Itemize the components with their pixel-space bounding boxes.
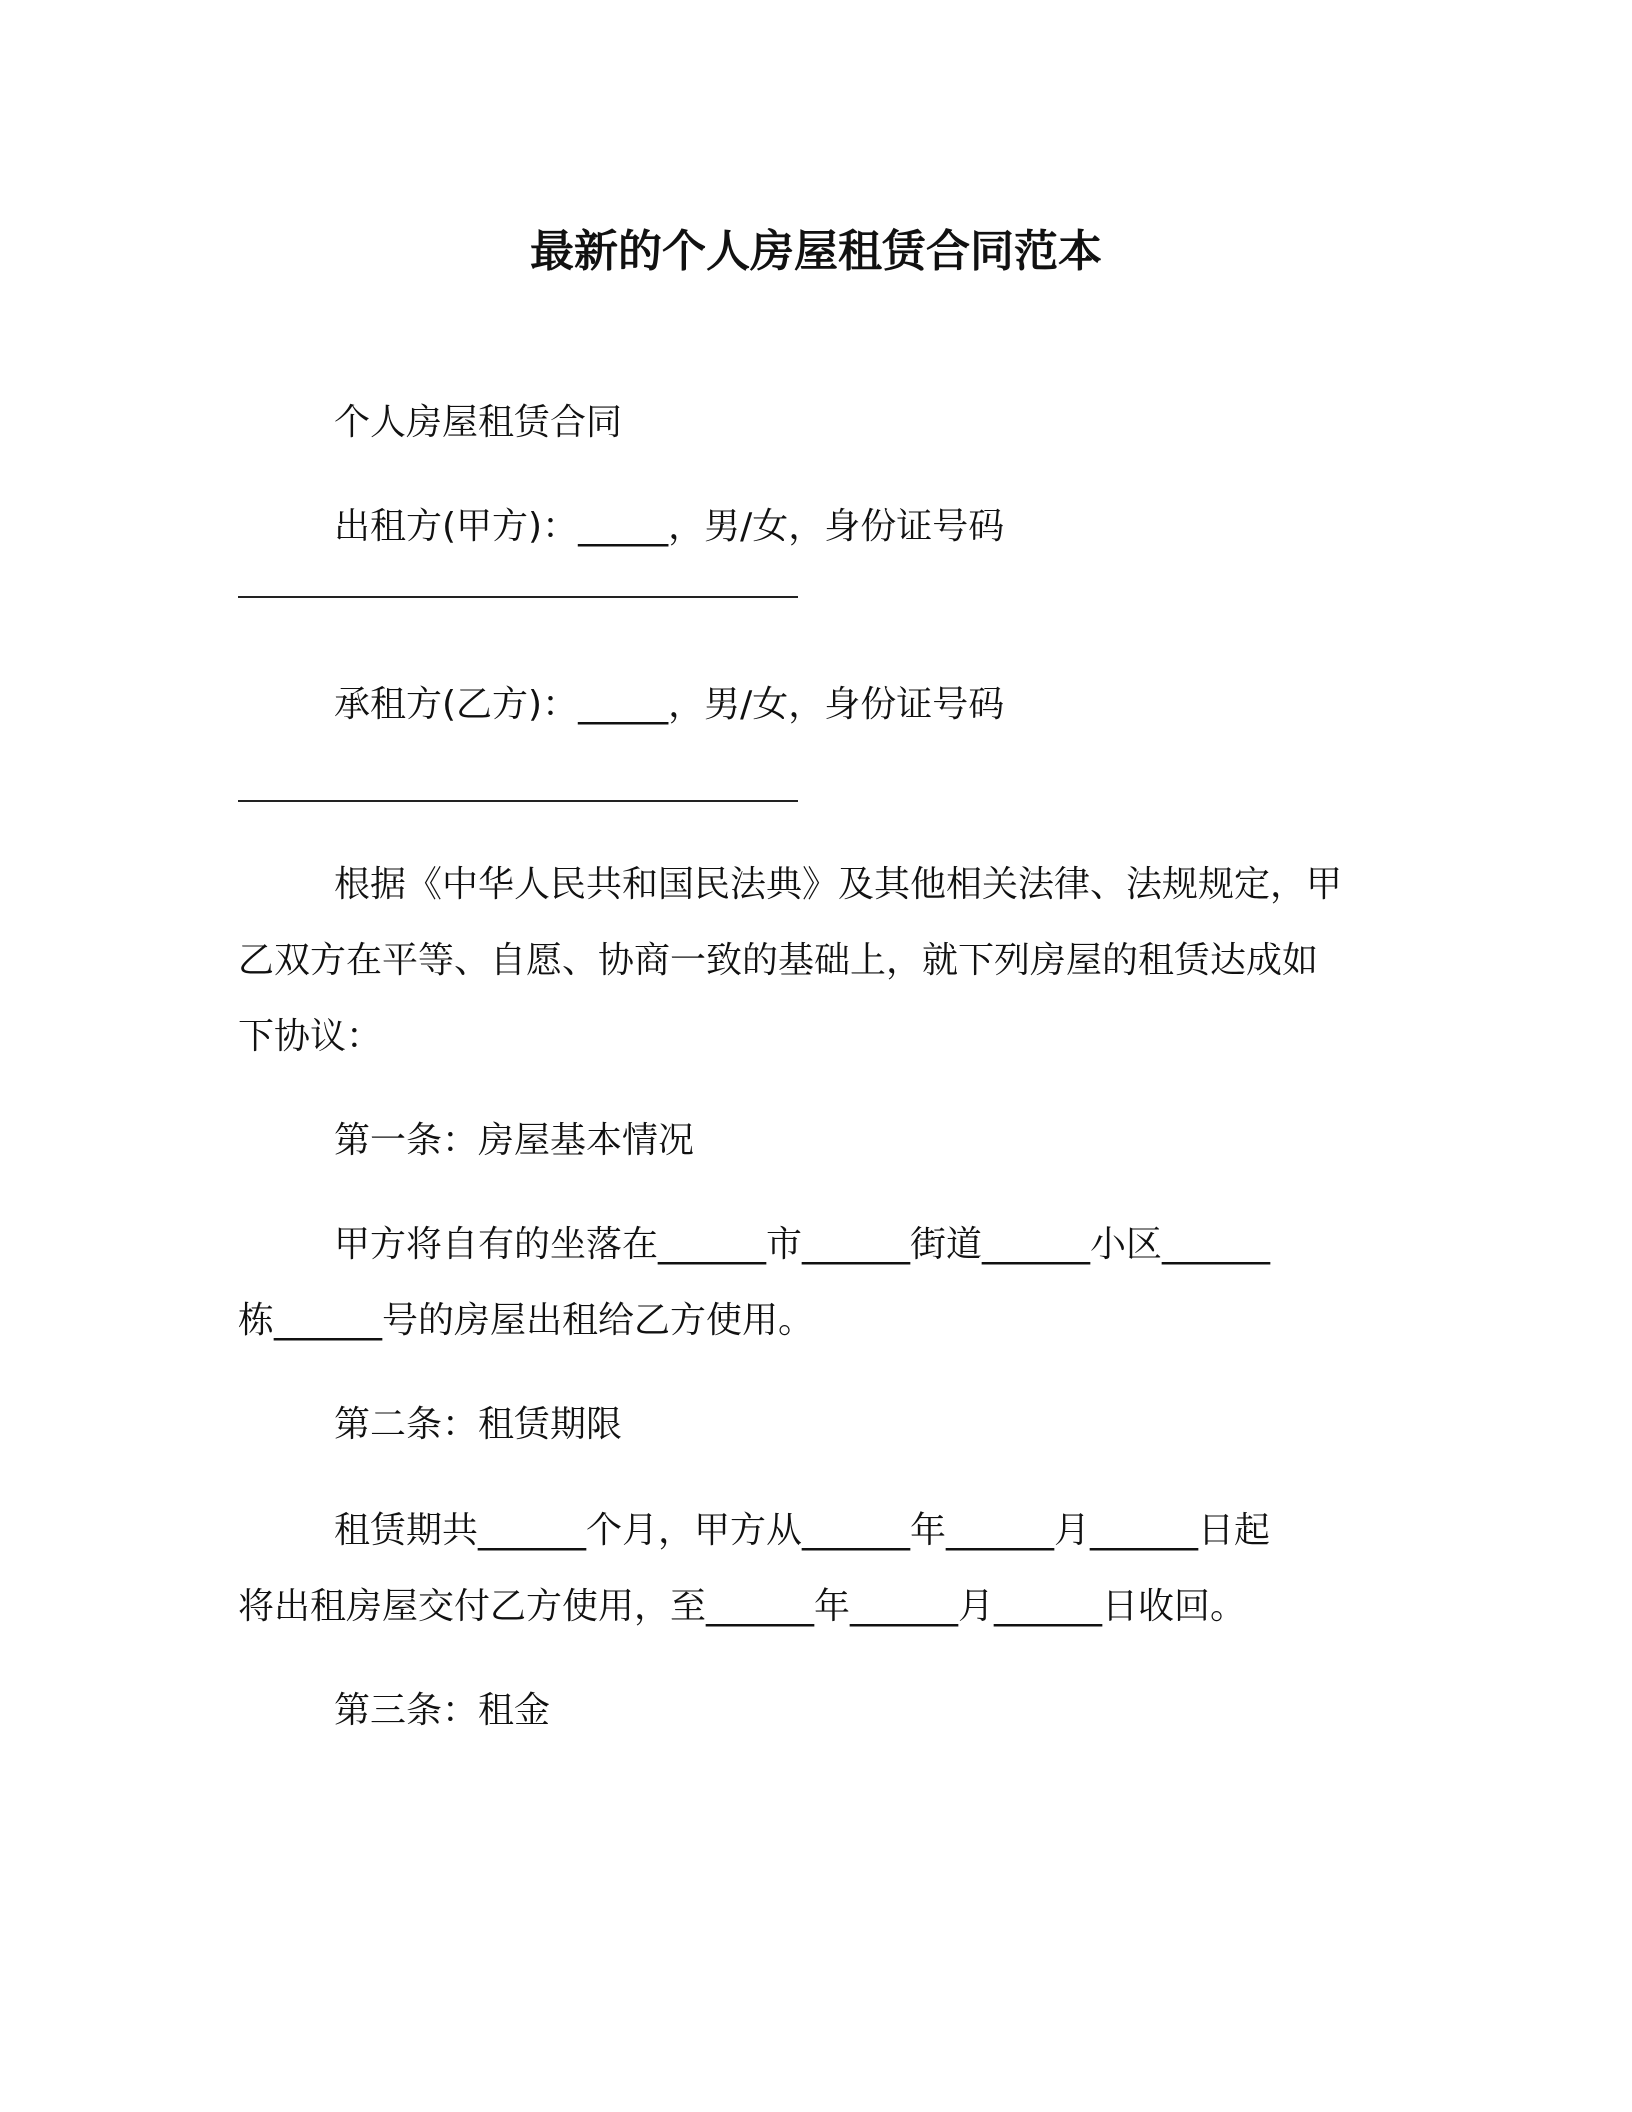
party-a-line: 出租方(甲方)：_____，男/女，身份证号码 [334, 506, 1005, 547]
article-1-line-1: 甲方将自有的坐落在______市______街道______小区______ [334, 1224, 1271, 1265]
article-3-heading: 第三条：租金 [334, 1690, 551, 1731]
intro-line-1: 根据《中华人民共和国民法典》及其他相关法律、法规规定，甲 [334, 864, 1343, 905]
party-b-line: 承租方(乙方)：_____，男/女，身份证号码 [334, 684, 1005, 725]
intro-line-2: 乙双方在平等、自愿、协商一致的基础上，就下列房屋的租赁达成如 [238, 940, 1319, 981]
party-b-id-underline [238, 800, 798, 802]
article-2-line-1: 租赁期共______个月，甲方从______年______月______日起 [334, 1510, 1271, 1551]
article-2-heading: 第二条：租赁期限 [334, 1404, 623, 1445]
article-1-line-2: 栋______号的房屋出租给乙方使用。 [238, 1300, 815, 1341]
intro-line-3: 下协议： [238, 1016, 383, 1057]
party-a-id-underline [238, 596, 798, 598]
contract-subtitle: 个人房屋租赁合同 [334, 402, 623, 443]
article-1-heading: 第一条：房屋基本情况 [334, 1120, 695, 1161]
document-title: 最新的个人房屋租赁合同范本 [530, 226, 1102, 277]
article-2-line-2: 将出租房屋交付乙方使用，至______年______月______日收回。 [238, 1586, 1247, 1627]
